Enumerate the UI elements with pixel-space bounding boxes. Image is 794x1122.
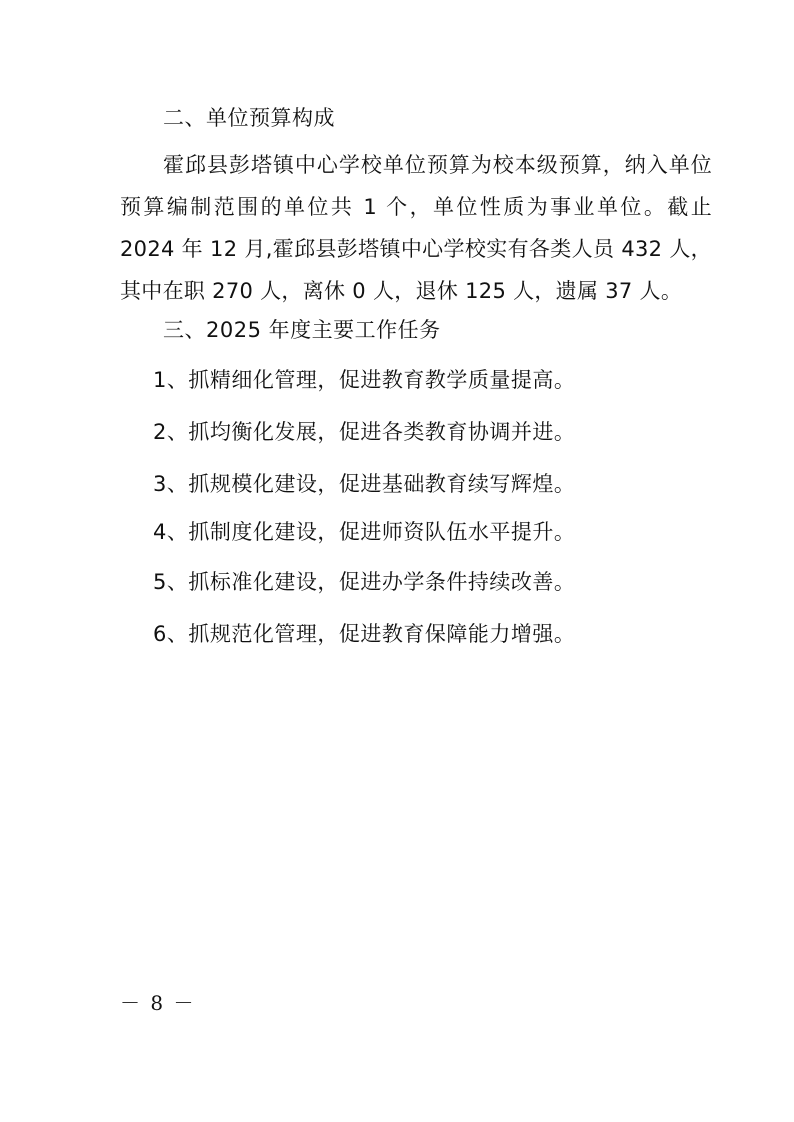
- task-item-3: 3、抓规模化建设，促进基础教育续写辉煌。: [153, 472, 576, 496]
- page-number: － 8 －: [120, 991, 196, 1015]
- budget-composition-paragraph: 霍邱县彭塔镇中心学校单位预算为校本级预算，纳入单位预算编制范围的单位共 1 个，单位性质为事业单位。截止 2024 年 12 月,霍邱县彭塔镇中心学校实有各类人员 432 人，其中在职 270 人，离休 0 人，退休 125 人，遗属 37 人。: [120, 153, 712, 303]
- task-item-4: 4、抓制度化建设，促进师资队伍水平提升。: [153, 520, 576, 544]
- task-item-6: 6、抓规范化管理，促进教育保障能力增强。: [153, 622, 576, 646]
- task-item-5: 5、抓标准化建设，促进办学条件持续改善。: [153, 570, 576, 594]
- task-item-2: 2、抓均衡化发展，促进各类教育协调并进。: [153, 420, 576, 444]
- task-item-1: 1、抓精细化管理，促进教育教学质量提高。: [153, 368, 576, 392]
- section-heading-budget-composition: 二、单位预算构成: [163, 106, 335, 130]
- section-heading-work-tasks: 三、2025 年度主要工作任务: [163, 318, 441, 342]
